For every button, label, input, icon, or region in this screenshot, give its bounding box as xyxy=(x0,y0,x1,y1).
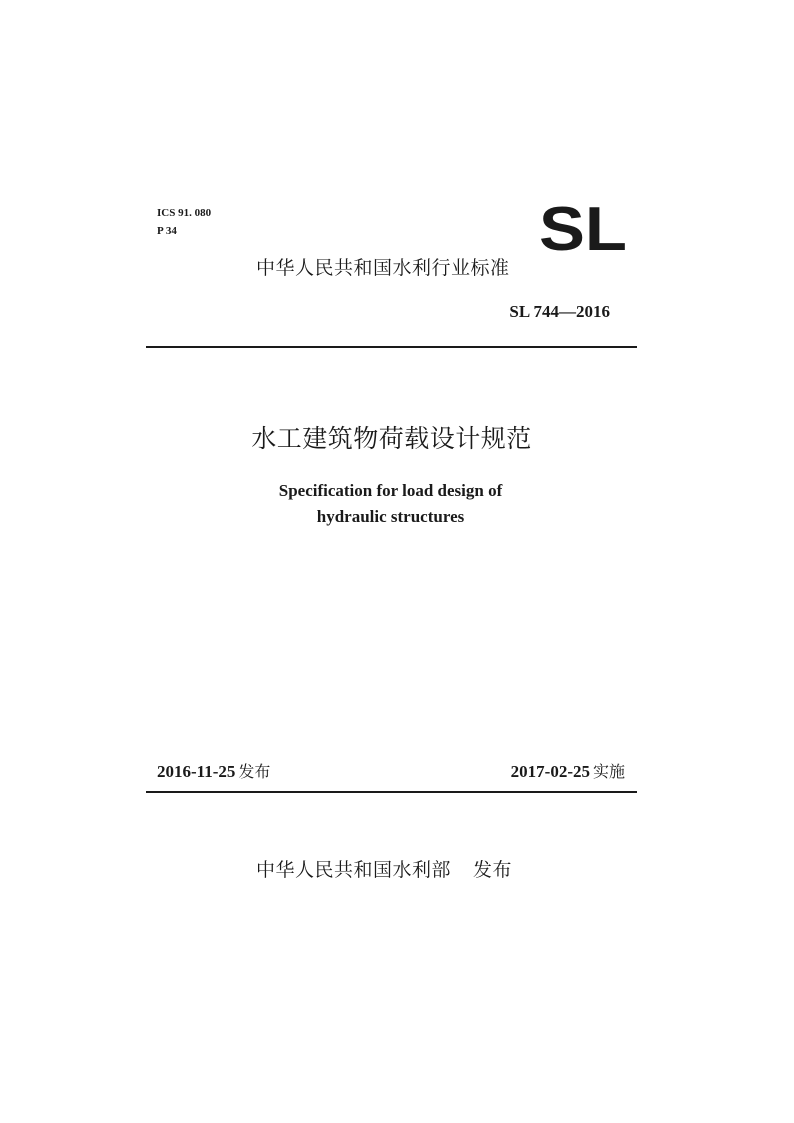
issue-date: 2016-11-25 xyxy=(157,762,236,781)
implement-date-block xyxy=(380,760,625,784)
document-title-english xyxy=(0,478,781,530)
english-title-line-1: Specification for load design of xyxy=(278,481,503,500)
standard-number: SL 744—2016 xyxy=(509,302,610,321)
implement-date: 2017-02-25 xyxy=(510,762,590,781)
publisher-line xyxy=(256,856,512,884)
industry-standard-title: 中华人民共和国水利行业标准 xyxy=(256,257,510,279)
publisher-name: 中华人民共和国水利部 xyxy=(256,859,452,881)
sl-logo-text: SL xyxy=(539,201,627,255)
document-title-chinese: 水工建筑物荷载设计规范 xyxy=(251,424,532,453)
english-title-line-2: hydraulic structures xyxy=(316,507,465,526)
publisher-action: 发布 xyxy=(473,859,513,881)
ics-code: ICS 91. 080 xyxy=(157,207,212,219)
implement-label: 实施 xyxy=(592,762,625,781)
issue-label: 发布 xyxy=(238,762,271,781)
top-divider xyxy=(146,346,637,348)
bottom-divider xyxy=(146,791,637,793)
issue-date-block xyxy=(157,760,270,784)
sl-logo xyxy=(536,201,630,255)
ccs-code: P 34 xyxy=(157,225,177,237)
